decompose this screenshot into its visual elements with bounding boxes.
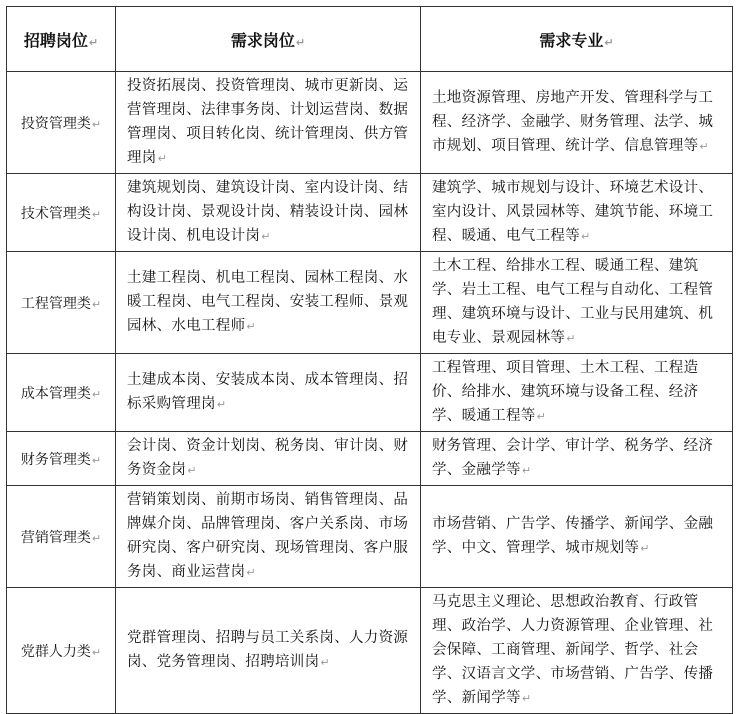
paragraph-mark-icon: ↵ <box>91 387 102 401</box>
table-row <box>7 432 733 486</box>
category-cell: 技术管理类↵ <box>7 174 116 252</box>
paragraph-mark-icon: ↵ <box>91 645 102 659</box>
paragraph-mark-icon: ↵ <box>699 140 709 153</box>
category-cell: 工程管理类↵ <box>7 252 116 354</box>
posts-cell: 会计岗、资金计划岗、税务岗、审计岗、财务资金岗↵ <box>116 432 421 486</box>
table-row <box>7 354 733 432</box>
majors-cell: 土木工程、给排水工程、暖通工程、建筑学、岩土工程、电气工程与自动化、工程管理、建筑环境与设计、工业与民用建筑、机电专业、景观园林等↵ <box>421 252 733 354</box>
paragraph-mark-icon: ↵ <box>91 297 102 311</box>
paragraph-mark-icon: ↵ <box>157 152 168 165</box>
posts-cell: 党群管理岗、招聘与员工关系岗、人力资源岗、党务管理岗、招聘培训岗↵ <box>116 588 421 714</box>
paragraph-mark-icon: ↵ <box>566 332 576 345</box>
table-row <box>7 174 733 252</box>
majors-cell: 市场营销、广告学、传播学、新闻学、金融学、中文、管理学、城市规划等↵ <box>421 486 733 588</box>
paragraph-mark-icon: ↵ <box>91 207 102 221</box>
paragraph-mark-icon: ↵ <box>521 692 532 705</box>
paragraph-mark-icon: ↵ <box>91 453 102 467</box>
paragraph-mark-icon: ↵ <box>88 35 99 49</box>
paragraph-mark-icon: ↵ <box>640 542 650 555</box>
paragraph-mark-icon: ↵ <box>320 656 330 669</box>
header-required-major: 需求专业↵ <box>421 7 733 72</box>
posts-cell: 营销策划岗、前期市场岗、销售管理岗、品牌媒介岗、品牌管理岗、客户关系岗、市场研究岗、客户研究岗、现场管理岗、客户服务岗、商业运营岗↵ <box>116 486 421 588</box>
table-row <box>7 588 733 714</box>
table-row <box>7 72 733 174</box>
category-cell: 党群人力类↵ <box>7 588 116 714</box>
paragraph-mark-icon: ↵ <box>216 398 227 411</box>
category-cell: 投资管理类↵ <box>7 72 116 174</box>
category-cell: 财务管理类↵ <box>7 432 116 486</box>
majors-cell: 马克思主义理论、思想政治教育、行政管理、政治学、人力资源管理、企业管理、社会保障、工商管理、新闻学、哲学、社会学、汉语言文学、市场营销、广告学、传播学、新闻学等↵ <box>421 588 733 714</box>
header-position: 招聘岗位↵ <box>7 7 116 72</box>
paragraph-mark-icon: ↵ <box>91 531 102 545</box>
paragraph-mark-icon: ↵ <box>91 117 102 131</box>
posts-cell: 建筑规划岗、建筑设计岗、室内设计岗、结构设计岗、景观设计岗、精装设计岗、园林设计岗、机电设计岗↵ <box>116 174 421 252</box>
paragraph-mark-icon: ↵ <box>581 230 591 243</box>
posts-cell: 投资拓展岗、投资管理岗、城市更新岗、运营管理岗、法律事务岗、计划运营岗、数据管理岗、项目转化岗、统计管理岗、供方管理岗↵ <box>116 72 421 174</box>
recruitment-table <box>6 6 733 714</box>
paragraph-mark-icon: ↵ <box>187 464 197 477</box>
paragraph-mark-icon: ↵ <box>536 410 547 423</box>
majors-cell: 土地资源管理、房地产开发、管理科学与工程、经济学、金融学、财务管理、法学、城市规划、项目管理、统计学、信息管理等↵ <box>421 72 733 174</box>
majors-cell: 财务管理、会计学、审计学、税务学、经济学、金融学等↵ <box>421 432 733 486</box>
header-required-post: 需求岗位↵ <box>116 7 421 72</box>
posts-cell: 土建工程岗、机电工程岗、园林工程岗、水暖工程岗、电气工程岗、安装工程师、景观园林、水电工程师↵ <box>116 252 421 354</box>
majors-cell: 建筑学、城市规划与设计、环境艺术设计、室内设计、风景园林等、建筑节能、环境工程、暖通、电气工程等↵ <box>421 174 733 252</box>
paragraph-mark-icon: ↵ <box>521 464 532 477</box>
table-row <box>7 252 733 354</box>
paragraph-mark-icon: ↵ <box>261 230 271 243</box>
header-row <box>7 7 733 72</box>
majors-cell: 工程管理、项目管理、土木工程、工程造价、给排水、建筑环境与设备工程、经济学、暖通工程等↵ <box>421 354 733 432</box>
posts-cell: 土建成本岗、安装成本岗、成本管理岗、招标采购管理岗↵ <box>116 354 421 432</box>
paragraph-mark-icon: ↵ <box>295 35 306 49</box>
paragraph-mark-icon: ↵ <box>246 566 256 579</box>
paragraph-mark-icon: ↵ <box>604 35 614 49</box>
category-cell: 营销管理类↵ <box>7 486 116 588</box>
paragraph-mark-icon: ↵ <box>246 320 256 333</box>
table-row <box>7 486 733 588</box>
category-cell: 成本管理类↵ <box>7 354 116 432</box>
